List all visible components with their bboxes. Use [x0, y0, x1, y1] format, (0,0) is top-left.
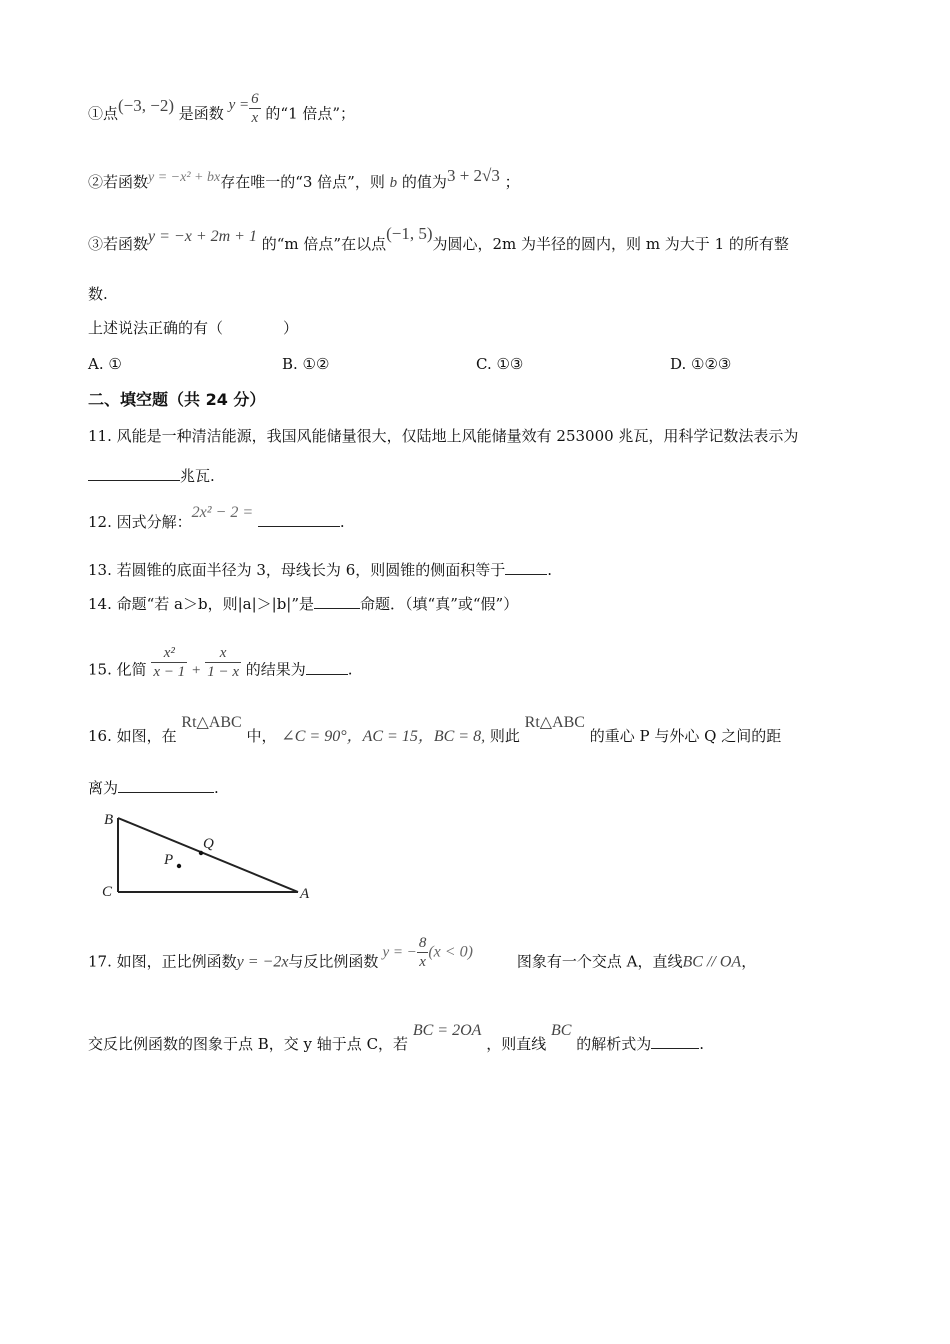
statement-1-prefix: ①点: [88, 104, 119, 123]
frac-den: x: [417, 952, 429, 971]
answer-blank: [651, 1032, 699, 1049]
label-b: B: [104, 812, 114, 828]
func-linear-m: y = −x + 2m + 1: [148, 228, 257, 245]
triangle-rt-abc-2: Rt△ABC: [524, 714, 585, 731]
statement-1: [88, 91, 356, 133]
question-15-label: 15. 化简: [88, 660, 147, 679]
point-neg3-neg2: (−3, −2): [118, 95, 175, 115]
triangle-figure: [96, 806, 326, 902]
option-a: A. ①: [88, 355, 122, 373]
triangle-conditions: ∠C = 90°，AC = 15，BC = 8,: [281, 728, 486, 745]
label-q: Q: [203, 836, 214, 852]
question-17-label: 17. 如图，正比例函数: [88, 952, 237, 971]
unit-text: 兆瓦.: [180, 467, 215, 485]
statement-3-continuation: 数.: [88, 285, 108, 303]
question-11-line1: 11. 风能是一种清洁能源，我国风能储量很大，仅陆地上风能储量效有 253000 兆瓦，用科学记数法表示为: [88, 427, 799, 445]
answer-blank: [258, 510, 340, 527]
statement-2-prefix: ②若函数: [88, 173, 149, 191]
comma: ，: [741, 952, 757, 971]
question-17-line2-text: 交反比例函数的图象于点 B，交 y 轴于点 C，若: [88, 1035, 409, 1053]
end-period: .: [347, 660, 353, 679]
statement-2: [88, 166, 520, 194]
answer-blank: [314, 592, 360, 609]
frac-num: x²: [163, 645, 175, 661]
fraction-x-over-1-minus-x: [205, 644, 241, 681]
section-heading: 二、填空题（共 24 分）: [88, 390, 266, 409]
frac-num: x: [219, 645, 227, 661]
func-inverse-lhs: y = −: [382, 944, 417, 961]
end-period: .: [547, 561, 553, 579]
statement-1-mid: 是函数: [178, 104, 224, 123]
statement-3-prefix: ③若函数: [88, 235, 149, 253]
question-16-tail: 的重心 P 与外心 Q 之间的距: [589, 727, 782, 745]
statement-2-suffix: ；: [504, 173, 520, 191]
frac-num: 6: [251, 91, 259, 107]
value-3-plus-2sqrt3: 3 + 2√3: [446, 166, 500, 185]
plus-sign: +: [191, 662, 201, 679]
question-13: [88, 558, 552, 580]
side-ab: [118, 818, 298, 892]
question-16-then: 则此: [489, 727, 520, 745]
question-14-text: 14. 命题“若 a＞b，则|a|＞|b|”是: [88, 595, 315, 613]
question-14: [88, 592, 518, 614]
answer-blank: [306, 658, 348, 675]
question-17-tail: 图象有一个交点 A，直线: [516, 952, 683, 971]
label-p: P: [164, 852, 174, 868]
statement-2-mid: 存在唯一的“3 倍点”，则: [220, 173, 385, 191]
func-y-neg2x: y = −2x: [236, 953, 289, 971]
statement-2-mid2: 的值为: [401, 173, 447, 191]
eq-bc-2oa: BC = 2OA: [412, 1022, 482, 1039]
statement-1-suffix: 的“1 倍点”；: [265, 104, 356, 123]
point-p: [177, 864, 181, 868]
question-17-mid: 与反比例函数: [288, 952, 379, 971]
triangle-rt-abc: Rt△ABC: [181, 714, 242, 731]
point-neg1-5: (−1, 5): [386, 224, 433, 243]
expr-2x2-minus-2: 2x² − 2 =: [191, 504, 254, 521]
option-d: D. ①②③: [670, 355, 732, 373]
statement-3: [88, 224, 789, 255]
frac-den: x − 1: [153, 664, 186, 680]
frac-den: 1 − x: [207, 664, 239, 680]
answer-blank: [118, 776, 214, 793]
question-10-prompt: 上述说法正确的有（ ）: [88, 319, 299, 337]
question-15: [88, 645, 353, 689]
question-16-line1: [88, 714, 782, 747]
func-inverse-condition: (x < 0): [428, 943, 473, 961]
question-17-line1: [88, 935, 757, 981]
line-bc: BC: [551, 1022, 572, 1039]
answer-blank: [505, 558, 547, 575]
frac-den: x: [249, 108, 261, 127]
option-b: B. ①②: [282, 355, 330, 373]
fraction-x2-over-x-minus-1: [151, 644, 187, 681]
label-a: A: [300, 886, 310, 902]
question-11-line2: [88, 464, 215, 486]
question-14-end: 命题．（填“真”或“假”）: [360, 595, 519, 613]
question-16-line2: [88, 776, 219, 798]
question-17-mid2: ，则直线: [486, 1035, 547, 1053]
end-period: .: [339, 513, 345, 531]
frac-num: 8: [418, 935, 427, 951]
question-16-line2-text: 离为: [88, 779, 119, 797]
question-12: [88, 504, 345, 533]
question-13-text: 13. 若圆锥的底面半径为 3，母线长为 6，则圆锥的侧面积等于: [88, 561, 506, 579]
end-period: .: [699, 1035, 705, 1053]
func-lhs: y =: [228, 96, 250, 113]
question-17-line2: [88, 1022, 705, 1055]
question-17-tail2: 的解析式为: [576, 1035, 652, 1053]
var-b: b: [389, 175, 398, 191]
answer-blank: [88, 464, 180, 481]
question-15-tail: 的结果为: [245, 660, 306, 679]
question-16-mid: 中，: [246, 727, 277, 745]
fraction-8-over-x: [417, 934, 429, 971]
func-quadratic: y = −x² + bx: [148, 170, 221, 185]
question-12-label: 12. 因式分解：: [88, 513, 192, 531]
func-inverse: [382, 934, 472, 971]
label-c: C: [102, 884, 113, 900]
fraction-6-over-x: [249, 90, 261, 127]
question-16-label: 16. 如图，在: [88, 727, 177, 745]
bc-parallel-oa: BC // OA: [682, 953, 742, 971]
option-c: C. ①③: [476, 355, 524, 373]
statement-3-mid: 的“m 倍点”在以点: [261, 235, 387, 253]
end-period: .: [214, 779, 219, 797]
statement-3-mid2: 为圆心，2m 为半径的圆内，则 m 为大于 1 的所有整: [432, 235, 789, 253]
